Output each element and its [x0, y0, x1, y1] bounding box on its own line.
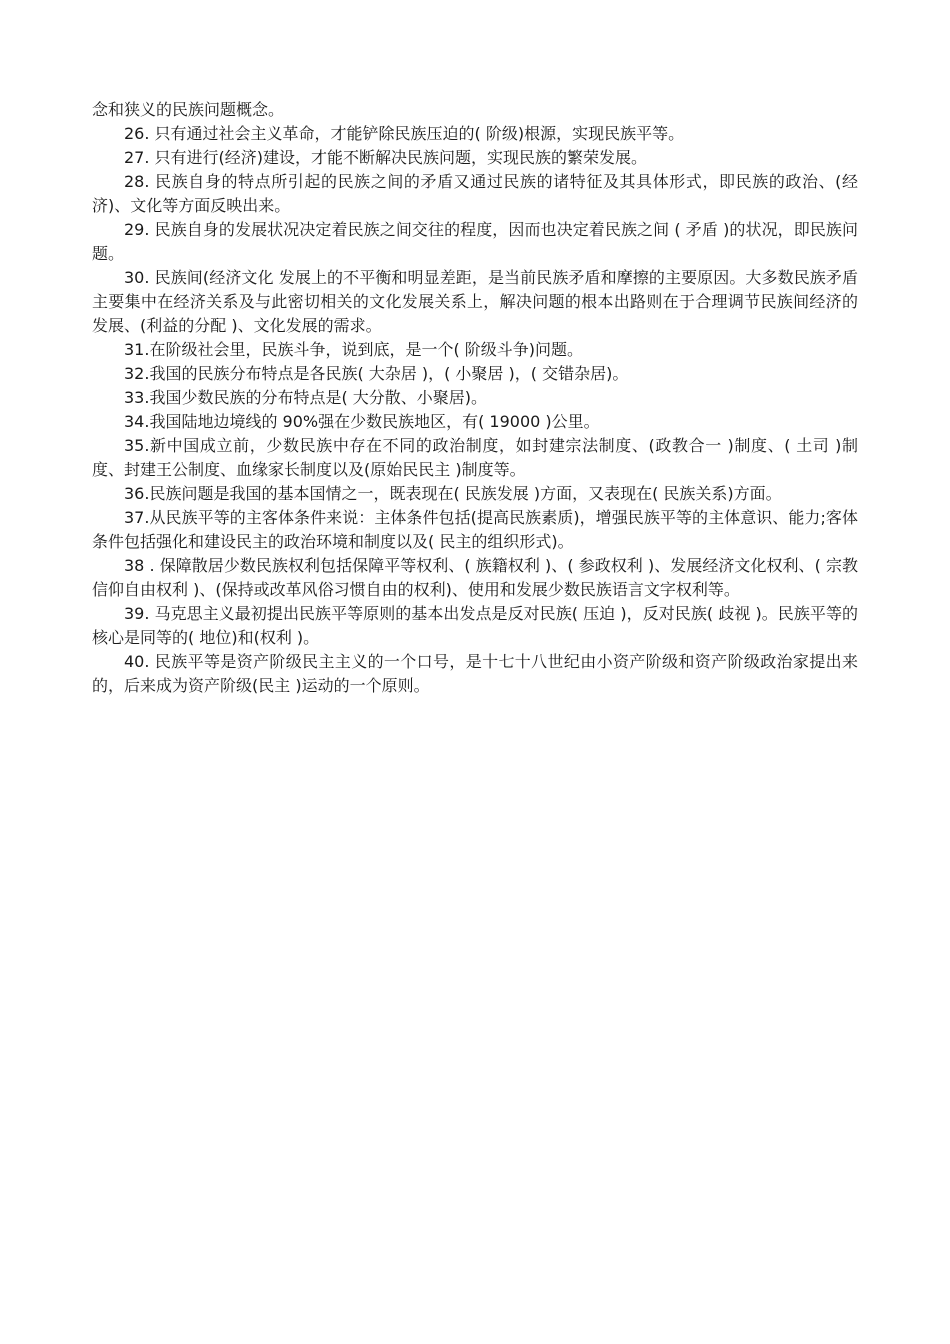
paragraph-item-30: 30. 民族间(经济文化 发展上的不平衡和明显差距，是当前民族矛盾和摩擦的主要原因。大多数民族矛盾主要集中在经济关系及与此密切相关的文化发展关系上，解决问题的根本出路则在于合理调节民族间经济的发展、(利益的分配 )、文化发展的需求。	[92, 268, 858, 335]
paragraph-item-34: 34.我国陆地边境线的 90%强在少数民族地区，有( 19000 )公里。	[124, 412, 600, 431]
paragraph-item-32: 32.我国的民族分布特点是各民族( 大杂居 )，( 小聚居 )，( 交错杂居)。	[124, 364, 629, 383]
paragraph-item-40: 40. 民族平等是资产阶级民主主义的一个口号，是十七十八世纪由小资产阶级和资产阶级政治家提出来的，后来成为资产阶级(民主 )运动的一个原则。	[92, 652, 858, 695]
paragraph-item-31: 31.在阶级社会里，民族斗争，说到底，是一个( 阶级斗争)问题。	[124, 340, 584, 359]
paragraph-item-38: 38 . 保障散居少数民族权利包括保障平等权利、( 族籍权利 )、( 参政权利 )、发展经济文化权利、( 宗教信仰自由权利 )、(保持或改革风俗习惯自由的权利)、使用和发展少数民族语言文字权利等。	[92, 556, 858, 599]
paragraph-continuation: 念和狭义的民族问题概念。	[92, 100, 285, 119]
paragraph-item-39: 39. 马克思主义最初提出民族平等原则的基本出发点是反对民族( 压迫 )，反对民族( 歧视 )。民族平等的核心是同等的( 地位)和(权利 )。	[92, 604, 858, 647]
paragraph-item-33: 33.我国少数民族的分布特点是( 大分散、小聚居)。	[124, 388, 488, 407]
paragraph-item-26: 26. 只有通过社会主义革命，才能铲除民族压迫的( 阶级)根源，实现民族平等。	[124, 124, 685, 143]
paragraph-item-28: 28. 民族自身的特点所引起的民族之间的矛盾又通过民族的诸特征及其具体形式，即民族的政治、(经济)、文化等方面反映出来。	[92, 172, 858, 215]
document-body	[92, 98, 858, 698]
paragraph-item-27: 27. 只有进行(经济)建设，才能不断解决民族问题，实现民族的繁荣发展。	[124, 148, 648, 167]
paragraph-item-36: 36.民族问题是我国的基本国情之一，既表现在( 民族发展 )方面，又表现在( 民族关系)方面。	[124, 484, 782, 503]
paragraph-item-37: 37.从民族平等的主客体条件来说：主体条件包括(提高民族素质)，增强民族平等的主体意识、能力;客体条件包括强化和建设民主的政治环境和制度以及( 民主的组织形式)。	[92, 508, 858, 551]
paragraph-item-35: 35.新中国成立前，少数民族中存在不同的政治制度，如封建宗法制度、(政教合一 )制度、( 土司 )制度、封建王公制度、血缘家长制度以及(原始民民主 )制度等。	[92, 436, 858, 479]
paragraph-item-29: 29. 民族自身的发展状况决定着民族之间交往的程度，因而也决定着民族之间 ( 矛盾 )的状况，即民族问题。	[92, 220, 858, 263]
